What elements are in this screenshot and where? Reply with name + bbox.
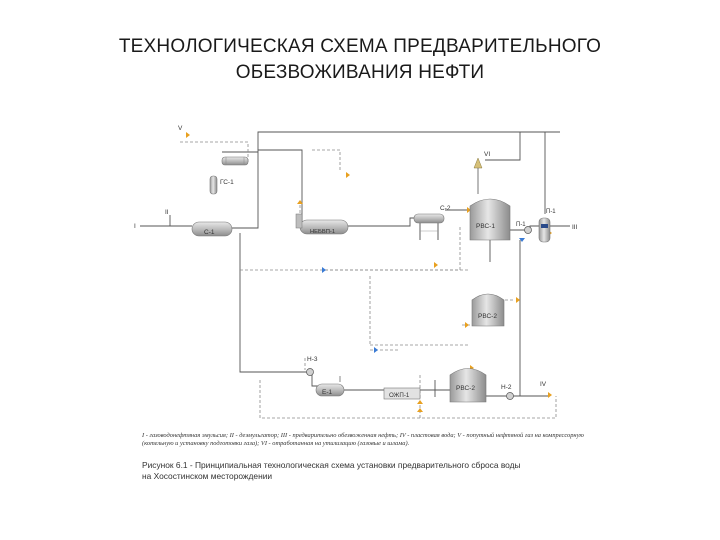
stream-iii-label: III: [572, 224, 578, 231]
heater-p1: [539, 209, 556, 242]
caption-line-2: на Хосостинском месторождении: [142, 471, 273, 481]
settler-nebvp1: [296, 214, 348, 235]
title-line-1: ТЕХНОЛОГИЧЕСКАЯ СХЕМА ПРЕДВАРИТЕЛЬНОГО: [118, 36, 602, 57]
flow-arrows-blue: [297, 222, 525, 353]
legend-text: I - газоводонефтяная эмульсия; II - деэмульгатор; III - предварительно обезвоженная нефть; IV - пластовая вода; V - попутный нефтяной газ на компрессорную (котельную и установку подготовки газа); VI - отработанная на утилизацию (газовые и шлама).: [142, 432, 584, 447]
tank-rvs2-bottom: [450, 369, 486, 403]
s2-label: С-2: [440, 205, 451, 212]
stream-i-label: I: [134, 223, 136, 230]
n3-label: Н-3: [307, 356, 318, 363]
stream-iv-label: IV: [540, 381, 547, 388]
caption-line-1: Рисунок 6.1 - Принципиальная технологическая схема установки предварительного сброса воды: [142, 460, 521, 470]
rvs2-mid-label: РВС-2: [478, 313, 497, 320]
stream-v-label: V: [178, 125, 183, 132]
pump-n2: [501, 384, 514, 400]
rvs1-label: РВС-1: [476, 223, 495, 230]
tank-rvs1: [470, 199, 510, 240]
vessel-e1: [316, 376, 344, 396]
gs1-label: ГС-1: [220, 179, 234, 186]
stream-vi-label: VI: [484, 151, 491, 158]
p1-top-label: П-1: [546, 209, 556, 215]
rvs2-bot-label: РВС-2: [456, 385, 475, 392]
og1-label: ОЖП-1: [389, 392, 410, 399]
e1-label: Е-1: [322, 389, 333, 396]
pump-n3: [307, 356, 318, 376]
flow-arrows: [186, 132, 552, 412]
separator-s2: [414, 205, 451, 240]
heat-exchanger-top: [222, 157, 248, 165]
gas-separator-gs1: [210, 176, 234, 194]
vent-vi: [474, 151, 490, 194]
stream-ii-label: II: [165, 209, 169, 216]
separator-s1: [192, 222, 232, 236]
nebvp-label: НЕБВП-1: [310, 229, 336, 235]
pump-p1: [516, 222, 532, 234]
title-line-2: ОБЕЗВОЖИВАНИЯ НЕФТИ: [235, 62, 485, 83]
figure-caption: [142, 460, 602, 482]
s1-label: С-1: [204, 229, 215, 236]
tank-rvs2-middle: [472, 294, 504, 326]
p1-side-label: П-1: [516, 222, 526, 228]
dashed-service-lines: [180, 142, 556, 418]
solid-process-lines: [140, 132, 570, 397]
n2-label: Н-2: [501, 384, 512, 391]
vessel-og1: [384, 388, 420, 399]
